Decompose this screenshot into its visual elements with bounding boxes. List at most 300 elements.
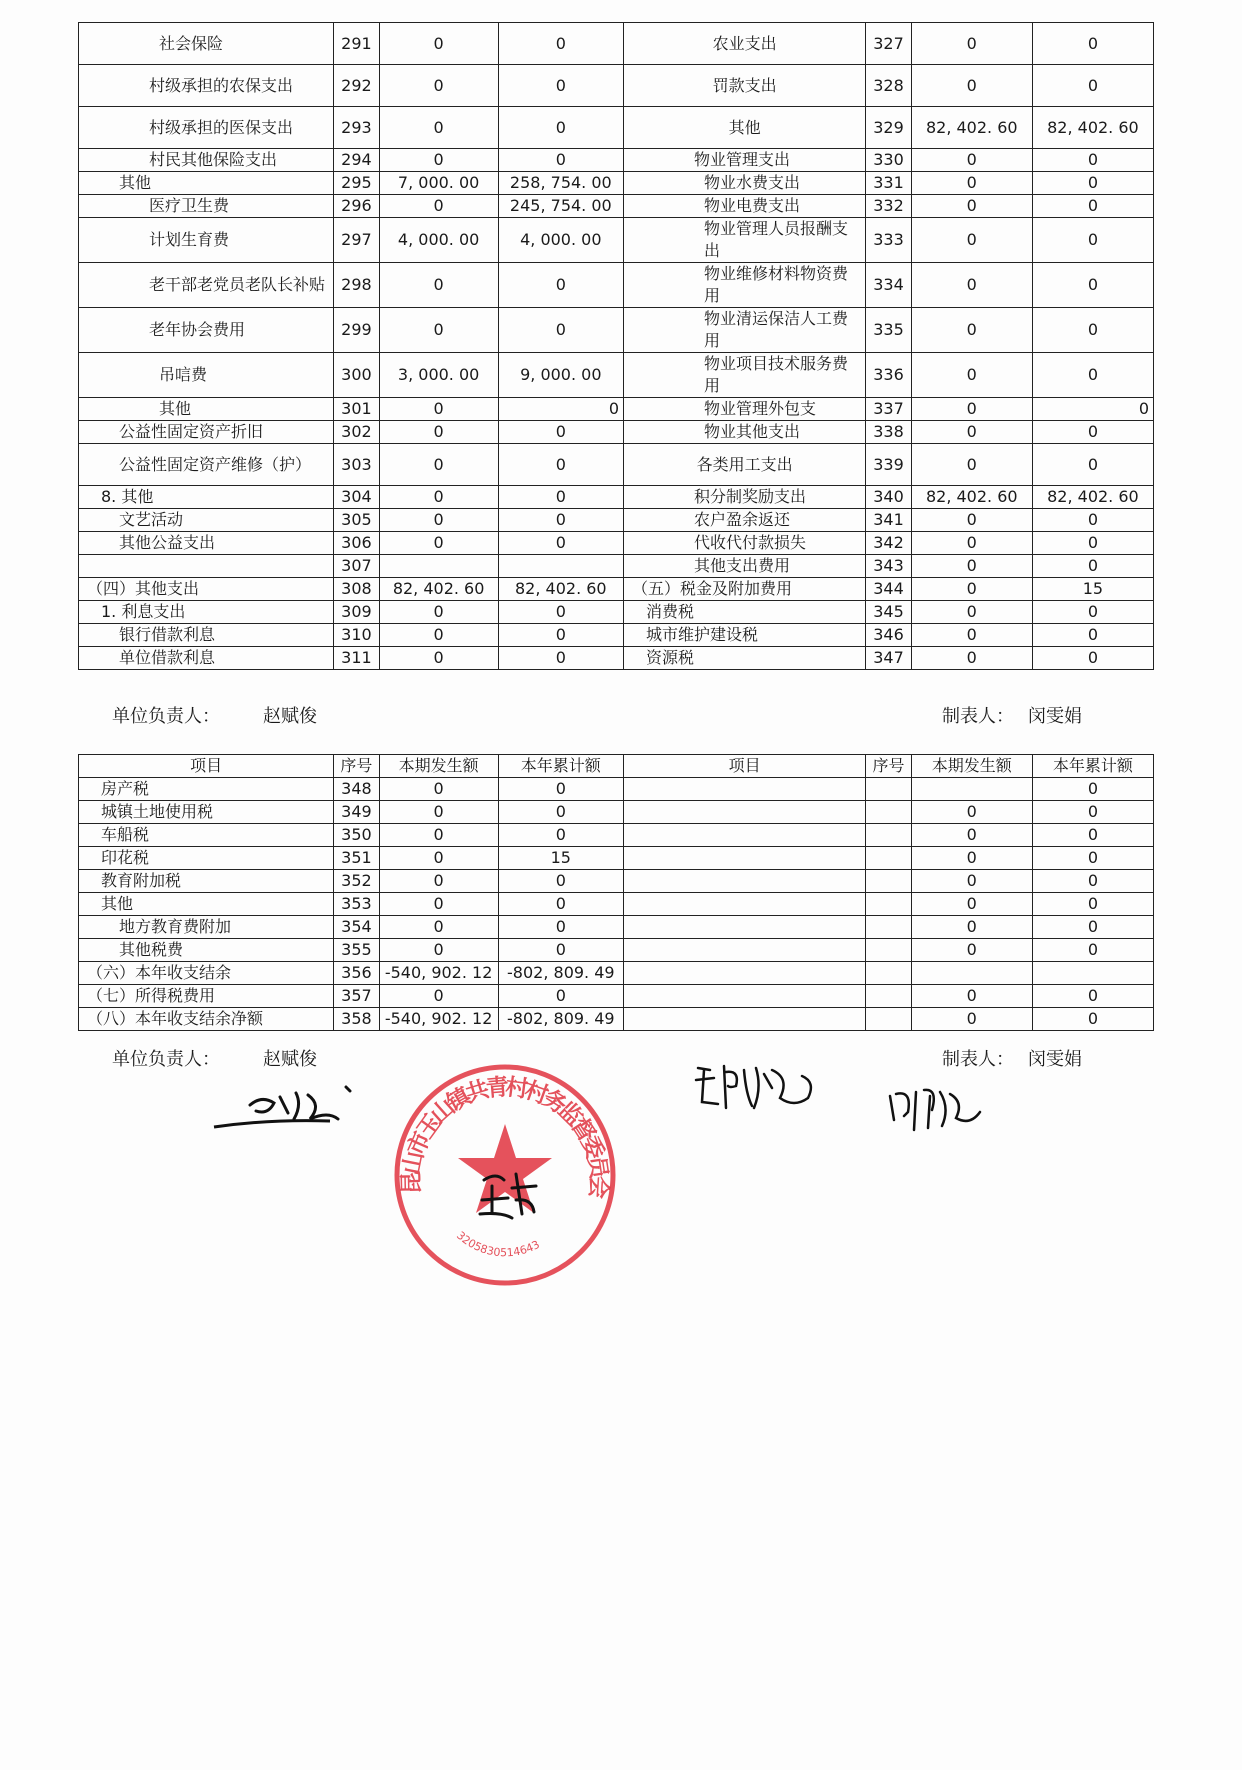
cumulative-amount: 82, 402. 60 [1032,107,1153,149]
table-row [79,824,1154,847]
cumulative-amount: 0 [498,824,623,847]
table-row [79,916,1154,939]
cumulative-amount: 0 [1032,398,1153,421]
table-header [79,755,1154,778]
item-label: 老年协会费用 [79,308,334,353]
current-amount: 82, 402. 60 [911,107,1032,149]
table-row [79,985,1154,1008]
current-amount: 0 [911,532,1032,555]
cumulative-amount: 0 [1032,172,1153,195]
seq-number: 308 [334,578,379,601]
seq-number: 307 [334,555,379,578]
table-row [79,486,1154,509]
table-row [79,65,1154,107]
table-row [79,601,1154,624]
cumulative-amount: 0 [498,421,623,444]
item-label: 各类用工支出 [624,444,866,486]
cumulative-amount: 9, 000. 00 [498,353,623,398]
item-label: 其他 [79,398,334,421]
cumulative-amount: 0 [1032,65,1153,107]
cumulative-amount: 0 [1032,23,1153,65]
cumulative-amount: 0 [1032,647,1153,670]
cumulative-amount: 4, 000. 00 [498,218,623,263]
current-amount: 0 [911,916,1032,939]
current-amount: 7, 000. 00 [379,172,498,195]
signature-leader [210,1075,390,1135]
cumulative-amount: -802, 809. 49 [498,962,623,985]
item-label: 消费税 [624,601,866,624]
official-seal [392,1062,618,1288]
cumulative-amount: 0 [1032,624,1153,647]
table-row [79,555,1154,578]
current-amount: 0 [911,893,1032,916]
item-label: 老干部老党员老队长补贴 [79,263,334,308]
cumulative-amount: 0 [1032,824,1153,847]
current-amount: 0 [911,65,1032,107]
item-label: 其他 [79,172,334,195]
item-label: 物业其他支出 [624,421,866,444]
table-row [79,263,1154,308]
cumulative-amount: 0 [1032,195,1153,218]
current-amount: 0 [379,893,498,916]
cumulative-amount: 0 [498,624,623,647]
item-label [624,847,866,870]
header-cell: 本期发生额 [911,755,1032,778]
item-label: 地方教育费附加 [79,916,334,939]
item-label: 物业电费支出 [624,195,866,218]
seq-number [866,847,911,870]
seq-number: 292 [334,65,379,107]
current-amount: -540, 902. 12 [379,1008,498,1031]
item-label: 医疗卫生费 [79,195,334,218]
seq-number: 353 [334,893,379,916]
seq-number: 348 [334,778,379,801]
seq-number [866,962,911,985]
current-amount: 0 [379,398,498,421]
item-label: 社会保险 [79,23,334,65]
seq-number: 342 [866,532,911,555]
cumulative-amount: 0 [498,308,623,353]
cumulative-amount: 0 [1032,601,1153,624]
cumulative-amount: 0 [498,107,623,149]
cumulative-amount: 0 [498,65,623,107]
current-amount: 0 [379,444,498,486]
maker-label: 制表人： [942,706,1014,727]
current-amount: 0 [379,263,498,308]
seq-number: 327 [866,23,911,65]
current-amount: 0 [911,421,1032,444]
current-amount: 0 [911,985,1032,1008]
expense-table-upper [78,22,1154,670]
current-amount [379,555,498,578]
leader-name: 赵赋俊 [263,1049,317,1070]
item-label: 积分制奖励支出 [624,486,866,509]
table-row [79,1008,1154,1031]
current-amount: 0 [379,107,498,149]
seq-number: 291 [334,23,379,65]
table-row [79,801,1154,824]
current-amount: 4, 000. 00 [379,218,498,263]
table-row [79,149,1154,172]
current-amount: 0 [379,939,498,962]
seq-number: 335 [866,308,911,353]
seq-number: 294 [334,149,379,172]
item-label [624,939,866,962]
seq-number: 296 [334,195,379,218]
item-label: 物业项目技术服务费用 [624,353,866,398]
cumulative-amount: 0 [1032,870,1153,893]
cumulative-amount: 0 [1032,1008,1153,1031]
item-label: 计划生育费 [79,218,334,263]
seq-number: 302 [334,421,379,444]
seq-number [866,985,911,1008]
seq-number: 310 [334,624,379,647]
current-amount: -540, 902. 12 [379,962,498,985]
current-amount: 0 [911,263,1032,308]
cumulative-amount: 0 [1032,263,1153,308]
table-row [79,509,1154,532]
current-amount: 0 [379,486,498,509]
seq-number: 293 [334,107,379,149]
cumulative-amount: 0 [498,532,623,555]
footer-upper [0,702,1242,728]
seq-number: 337 [866,398,911,421]
cumulative-amount: 82, 402. 60 [1032,486,1153,509]
seq-number: 356 [334,962,379,985]
current-amount: 0 [911,308,1032,353]
cumulative-amount: 15 [1032,578,1153,601]
item-label: （八）本年收支结余净额 [79,1008,334,1031]
seq-number: 338 [866,421,911,444]
item-label: 物业管理人员报酬支出 [624,218,866,263]
seq-number [866,870,911,893]
seq-number: 346 [866,624,911,647]
current-amount: 0 [379,23,498,65]
current-amount: 0 [911,172,1032,195]
item-label: 其他公益支出 [79,532,334,555]
item-label: 其他 [79,893,334,916]
cumulative-amount: 0 [1032,916,1153,939]
cumulative-amount: 0 [498,149,623,172]
seq-number: 343 [866,555,911,578]
item-label [624,985,866,1008]
item-label: （四）其他支出 [79,578,334,601]
item-label: 村级承担的医保支出 [79,107,334,149]
cumulative-amount: 0 [1032,893,1153,916]
table-row [79,195,1154,218]
current-amount: 3, 000. 00 [379,353,498,398]
current-amount: 0 [379,847,498,870]
seq-number: 351 [334,847,379,870]
cumulative-amount: 0 [1032,847,1153,870]
cumulative-amount: 0 [498,263,623,308]
cumulative-amount: 0 [1032,421,1153,444]
current-amount: 0 [911,647,1032,670]
seq-number [866,893,911,916]
current-amount: 0 [911,509,1032,532]
cumulative-amount: 0 [1032,555,1153,578]
current-amount: 0 [379,778,498,801]
cumulative-amount [498,555,623,578]
table-row [79,353,1154,398]
seq-number: 340 [866,486,911,509]
current-amount: 0 [379,870,498,893]
svg-text:3205830514643 [454,1229,542,1259]
item-label: 物业水费支出 [624,172,866,195]
item-label [624,801,866,824]
cumulative-amount: 245, 754. 00 [498,195,623,218]
current-amount: 0 [379,308,498,353]
current-amount: 0 [379,509,498,532]
cumulative-amount: 0 [498,647,623,670]
table-row [79,421,1154,444]
header-cell: 本年累计额 [498,755,623,778]
seq-number [866,916,911,939]
table-row [79,962,1154,985]
cumulative-amount: 0 [498,778,623,801]
current-amount: 0 [911,824,1032,847]
item-label: 城镇土地使用税 [79,801,334,824]
current-amount: 0 [379,647,498,670]
cumulative-amount: 0 [1032,985,1153,1008]
item-label: （六）本年收支结余 [79,962,334,985]
seq-number: 336 [866,353,911,398]
current-amount: 0 [911,847,1032,870]
item-label [624,778,866,801]
current-amount: 0 [911,353,1032,398]
seq-number: 334 [866,263,911,308]
seq-number: 301 [334,398,379,421]
item-label: 教育附加税 [79,870,334,893]
cumulative-amount: 0 [498,601,623,624]
seal-text: 昆山市玉山镇共青村村务监督委员会 [398,1074,612,1200]
seq-number: 352 [334,870,379,893]
table-row [79,218,1154,263]
seq-number: 329 [866,107,911,149]
seq-number: 344 [866,578,911,601]
seq-number [866,824,911,847]
cumulative-amount: 0 [498,509,623,532]
item-label: 公益性固定资产维修（护） [79,444,334,486]
cumulative-amount: 0 [1032,308,1153,353]
seq-number: 305 [334,509,379,532]
cumulative-amount: 0 [498,916,623,939]
item-label: 印花税 [79,847,334,870]
item-label: 农户盈余返还 [624,509,866,532]
current-amount: 0 [911,195,1032,218]
table-row [79,578,1154,601]
seq-number: 332 [866,195,911,218]
table-row [79,23,1154,65]
current-amount: 0 [379,801,498,824]
seq-number: 300 [334,353,379,398]
cumulative-amount: 0 [1032,509,1153,532]
header-cell: 本年累计额 [1032,755,1153,778]
current-amount: 0 [379,421,498,444]
current-amount [911,778,1032,801]
item-label [624,1008,866,1031]
seq-number: 306 [334,532,379,555]
table-row [79,107,1154,149]
cumulative-amount: 0 [1032,939,1153,962]
cumulative-amount: 0 [1032,778,1153,801]
current-amount: 0 [911,601,1032,624]
cumulative-amount: 0 [1032,218,1153,263]
seq-number: 357 [334,985,379,1008]
item-label: 其他 [624,107,866,149]
seq-number: 341 [866,509,911,532]
current-amount: 0 [379,65,498,107]
seq-number: 347 [866,647,911,670]
item-label: 村民其他保险支出 [79,149,334,172]
table-row [79,532,1154,555]
current-amount: 0 [379,601,498,624]
cumulative-amount: 0 [498,939,623,962]
current-amount: 0 [911,555,1032,578]
seq-number: 330 [866,149,911,172]
current-amount: 0 [911,444,1032,486]
header-cell: 项目 [624,755,866,778]
cumulative-amount: 0 [498,23,623,65]
seq-number: 350 [334,824,379,847]
current-amount: 0 [379,985,498,1008]
item-label [624,824,866,847]
cumulative-amount: 0 [1032,444,1153,486]
seq-number: 304 [334,486,379,509]
seq-number: 311 [334,647,379,670]
item-label [624,916,866,939]
cumulative-amount: 0 [498,801,623,824]
item-label: 物业清运保洁人工费用 [624,308,866,353]
current-amount: 0 [911,23,1032,65]
item-label: 8. 其他 [79,486,334,509]
signature-reviewer [690,1058,830,1118]
seq-number [866,801,911,824]
table-row [79,939,1154,962]
cumulative-amount: 15 [498,847,623,870]
item-label: 公益性固定资产折旧 [79,421,334,444]
seq-number [866,939,911,962]
leader-label: 单位负责人： [112,1049,220,1070]
item-label: 资源税 [624,647,866,670]
item-label: 农业支出 [624,23,866,65]
table-row [79,870,1154,893]
current-amount: 0 [911,398,1032,421]
table-row [79,778,1154,801]
item-label: 银行借款利息 [79,624,334,647]
table-row [79,893,1154,916]
cumulative-amount: 0 [1032,353,1153,398]
cumulative-amount: 0 [498,486,623,509]
seq-number: 295 [334,172,379,195]
current-amount: 0 [379,149,498,172]
cumulative-amount: 0 [1032,149,1153,172]
cumulative-amount: 0 [498,985,623,1008]
header-cell: 项目 [79,755,334,778]
seq-number [866,1008,911,1031]
tax-table-lower [78,754,1154,1031]
current-amount: 0 [911,149,1032,172]
leader-name: 赵赋俊 [263,706,317,727]
table-row [79,847,1154,870]
item-label: 其他支出费用 [624,555,866,578]
table-row [79,444,1154,486]
table-row [79,647,1154,670]
item-label: （七）所得税费用 [79,985,334,1008]
current-amount: 0 [379,195,498,218]
item-label: 吊唁费 [79,353,334,398]
item-label: 物业管理外包支 [624,398,866,421]
current-amount [911,962,1032,985]
item-label: 村级承担的农保支出 [79,65,334,107]
maker-label: 制表人： [942,1049,1014,1070]
current-amount: 0 [911,870,1032,893]
table-row [79,172,1154,195]
maker-name: 闵雯娟 [1028,1049,1082,1070]
item-label: 物业维修材料物资费用 [624,263,866,308]
seq-number: 358 [334,1008,379,1031]
current-amount: 0 [911,801,1032,824]
signature-maker [884,1082,994,1142]
item-label: 物业管理支出 [624,149,866,172]
item-label [79,555,334,578]
seq-number: 331 [866,172,911,195]
current-amount: 0 [911,218,1032,263]
item-label: 房产税 [79,778,334,801]
current-amount: 0 [911,578,1032,601]
cumulative-amount: 0 [498,870,623,893]
item-label: 罚款支出 [624,65,866,107]
item-label: 1. 利息支出 [79,601,334,624]
cumulative-amount: 0 [498,398,623,421]
item-label: （五）税金及附加费用 [624,578,866,601]
cumulative-amount: 258, 754. 00 [498,172,623,195]
footer-lower [0,1045,1242,1071]
cumulative-amount: 0 [498,444,623,486]
current-amount: 0 [911,1008,1032,1031]
seq-number: 297 [334,218,379,263]
cumulative-amount: 0 [1032,801,1153,824]
seq-number: 309 [334,601,379,624]
item-label: 其他税费 [79,939,334,962]
seq-number: 328 [866,65,911,107]
seal-code: 3205830514643 [453,1228,542,1260]
table-row [79,308,1154,353]
item-label: 车船税 [79,824,334,847]
item-label: 代收代付款损失 [624,532,866,555]
current-amount: 0 [911,624,1032,647]
cumulative-amount: 0 [1032,532,1153,555]
current-amount: 0 [379,624,498,647]
item-label: 单位借款利息 [79,647,334,670]
table-row [79,398,1154,421]
current-amount: 0 [911,939,1032,962]
header-cell: 序号 [334,755,379,778]
item-label [624,893,866,916]
current-amount: 0 [379,532,498,555]
cumulative-amount: 0 [498,893,623,916]
current-amount: 82, 402. 60 [911,486,1032,509]
seq-number: 333 [866,218,911,263]
maker-name: 闵雯娟 [1028,706,1082,727]
seq-number: 339 [866,444,911,486]
cumulative-amount [1032,962,1153,985]
current-amount: 82, 402. 60 [379,578,498,601]
item-label [624,962,866,985]
item-label: 城市维护建设税 [624,624,866,647]
table-row [79,624,1154,647]
leader-label: 单位负责人： [112,706,220,727]
